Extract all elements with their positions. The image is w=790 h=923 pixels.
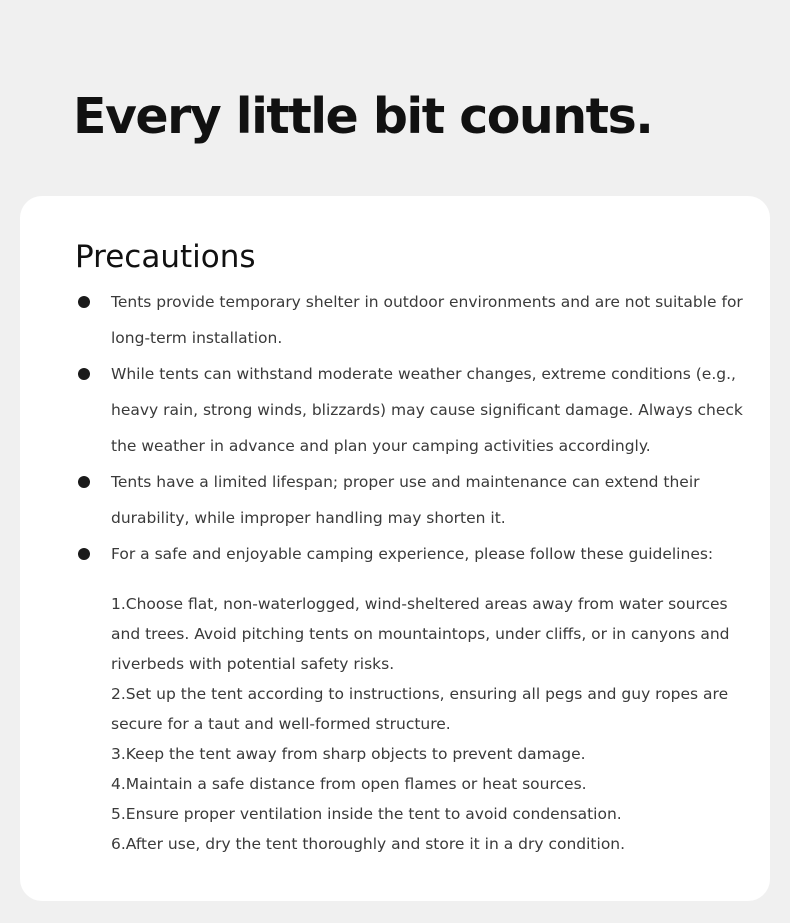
bullet-dot-icon <box>78 476 90 488</box>
headline: Every little bit counts. <box>73 88 653 145</box>
list-item <box>20 356 770 464</box>
guideline-item: 1.Choose flat, non-waterlogged, wind-sheltered areas away from water sources and trees. Avoid pitching tents on mountaintops, under cliffs, or in canyons and riverbeds with potential safety risks. <box>111 595 730 673</box>
guideline-item: 4.Maintain a safe distance from open flames or heat sources. <box>111 775 587 793</box>
guidelines-list <box>111 589 731 859</box>
list-item-text: Tents provide temporary shelter in outdoor environments and are not suitable for long-term installation. <box>111 293 743 347</box>
bullet-dot-icon <box>78 548 90 560</box>
list-item <box>20 536 770 572</box>
bullet-dot-icon <box>78 296 90 308</box>
list-item-text: While tents can withstand moderate weather changes, extreme conditions (e.g., heavy rain, strong winds, blizzards) may cause significant damage. Always check the weather in advance and plan your camping activities accordingly. <box>111 365 743 455</box>
card-title: Precautions <box>75 239 256 275</box>
guideline-item: 2.Set up the tent according to instructions, ensuring all pegs and guy ropes are secure for a taut and well-formed structure. <box>111 685 729 733</box>
guideline-item: 5.Ensure proper ventilation inside the tent to avoid condensation. <box>111 805 622 823</box>
guideline-item: 6.After use, dry the tent thoroughly and store it in a dry condition. <box>111 835 626 853</box>
precautions-card <box>20 196 770 901</box>
precautions-list <box>20 284 770 572</box>
bullet-dot-icon <box>78 368 90 380</box>
list-item <box>20 464 770 536</box>
list-item-text: Tents have a limited lifespan; proper use and maintenance can extend their durability, while improper handling may shorten it. <box>111 473 700 527</box>
guideline-item: 3.Keep the tent away from sharp objects to prevent damage. <box>111 745 586 763</box>
list-item-text: For a safe and enjoyable camping experience, please follow these guidelines: <box>111 545 714 563</box>
list-item <box>20 284 770 356</box>
